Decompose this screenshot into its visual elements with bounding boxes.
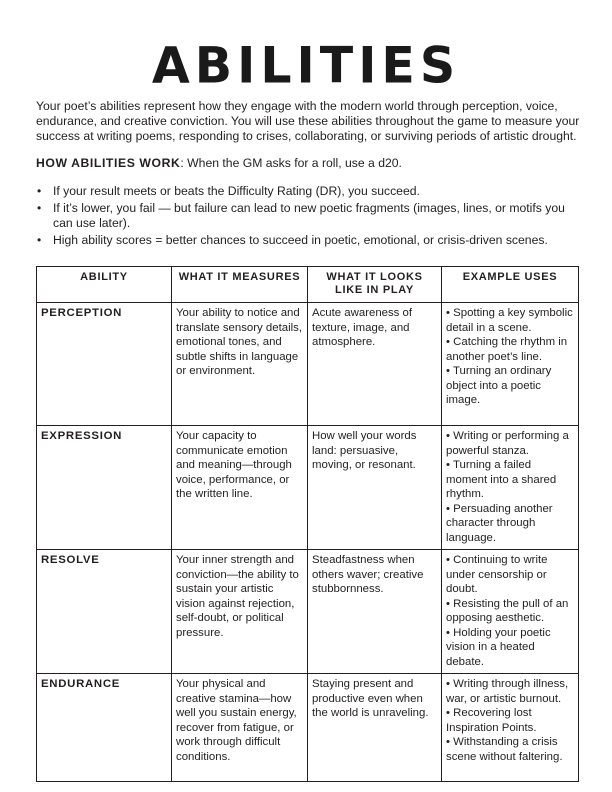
ability-uses [442,303,579,426]
ability-looks-like: Acute awareness of texture, image, and atmosphere. [308,303,442,426]
ability-name: ENDURANCE [37,674,172,782]
ability-name: EXPRESSION [37,426,172,550]
how-label: HOW ABILITIES WORK [36,156,181,170]
ability-measures: Your capacity to communicate emotion and meaning—through voice, performance, or the written line. [172,426,308,550]
ability-looks-like: How well your words land: persuasive, moving, or resonant. [308,426,442,550]
table-header-row [37,267,579,303]
rule-item: • If it’s lower, you fail — but failure can lead to new poetic fragments (images, lines, or motifs you can use later). [36,201,576,231]
ability-uses [442,550,579,674]
use-item: • Writing or performing a powerful stanza. [446,430,569,457]
use-item: • Continuing to write under censorship or doubt. [446,554,548,595]
ability-looks-like: Staying present and productive even when the world is unraveling. [308,674,442,782]
ability-measures: Your physical and creative stamina—how well you sustain energy, recover from fatigue, or work through difficult conditions. [172,674,308,782]
rules-list [36,184,576,250]
ability-name: PERCEPTION [37,303,172,426]
use-item: • Persuading another character through language. [446,502,553,544]
ability-measures: Your inner strength and conviction—the ability to sustain your artistic vision against rejection, self-doubt, or political pressure. [172,550,308,674]
ability-uses [442,674,579,782]
how-text: : When the GM asks for a roll, use a d20. [180,156,402,170]
use-item: • Writing through illness, war, or artistic burnout. [446,678,569,705]
page-title: ABILITIES [151,36,461,95]
ability-looks-like: Steadfastness when others waver; creative stubbornness. [308,550,442,674]
rule-item: • If your result meets or beats the Difficulty Rating (DR), you succeed. [36,184,576,199]
use-item: • Turning an ordinary object into a poetic image. [446,365,552,406]
use-item: • Resisting the pull of an opposing aesthetic. [446,597,569,624]
header-looks-like: WHAT IT LOOKS LIKE IN PLAY [308,267,442,303]
use-item: • Recovering lost Inspiration Points. [446,707,537,734]
table-row [37,550,579,674]
ability-measures: Your ability to notice and translate sensory details, emotional tones, and subtle shifts in language or environment. [172,303,308,426]
ability-name: RESOLVE [37,550,172,674]
use-item: • Holding your poetic vision in a heated debate. [446,626,551,668]
header-measures: WHAT IT MEASURES [172,267,308,303]
intro-paragraph: Your poet’s abilities represent how they engage with the modern world through perception, voice, endurance, and creative conviction. You will use these abilities throughout the game to measure your success at writing poems, responding to crises, collaborating, or surviving periods of artistic drought. [36,99,580,143]
table-row [37,303,579,426]
abilities-table [36,266,579,782]
use-item: • Withstanding a crisis scene without faltering. [446,736,563,763]
use-item: • Turning a failed moment into a shared rhythm. [446,459,557,500]
rule-item: • High ability scores = better chances to succeed in poetic, emotional, or crisis-driven scenes. [36,233,576,248]
table-row [37,426,579,550]
use-item: • Spotting a key symbolic detail in a scene. [446,307,573,334]
header-ability: ABILITY [37,267,172,303]
use-item: • Catching the rhythm in another poet’s line. [446,336,568,363]
table-row [37,674,579,782]
header-example-uses: EXAMPLE USES [442,267,579,303]
ability-uses [442,426,579,550]
how-abilities-work [36,156,580,171]
